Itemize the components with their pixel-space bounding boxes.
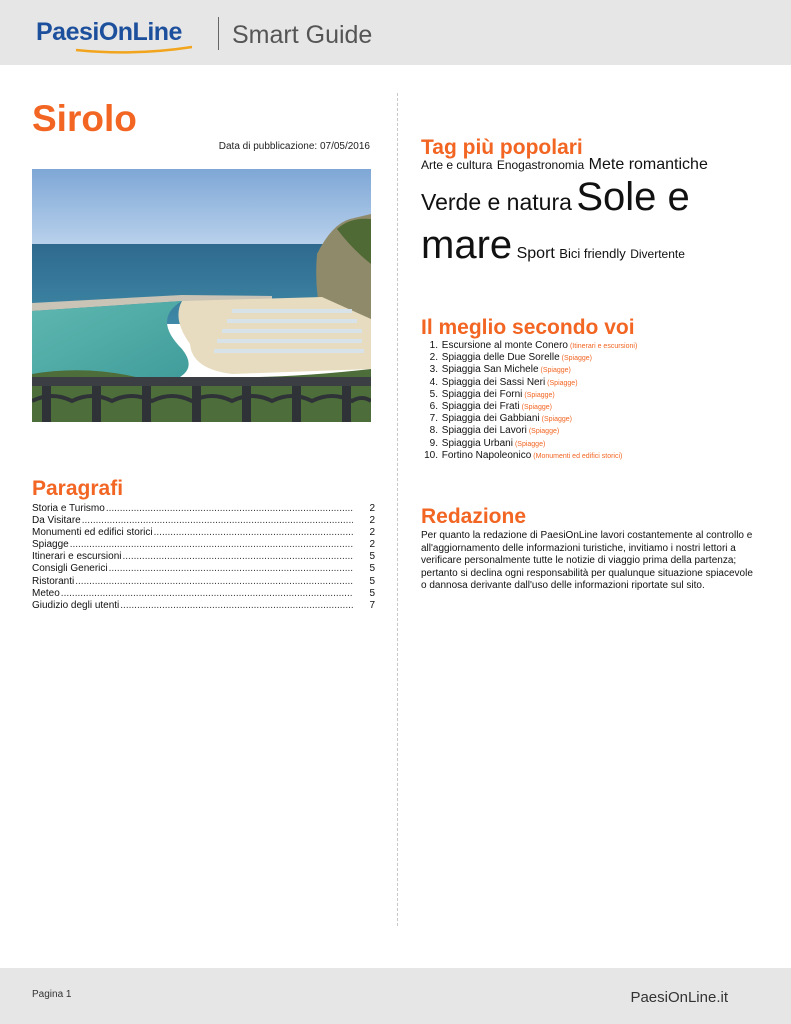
header-subtitle: Smart Guide [232, 21, 373, 49]
toc-label: Consigli Generici [32, 563, 108, 575]
toc-row[interactable] [32, 515, 375, 527]
toc-label: Spiagge [32, 539, 69, 551]
meglio-category: (Spiagge) [521, 403, 552, 411]
meglio-item[interactable] [421, 450, 761, 462]
toc-row[interactable] [32, 576, 375, 588]
meglio-item[interactable] [421, 377, 761, 389]
toc-label: Itinerari e escursioni [32, 551, 122, 563]
tag-link[interactable]: Arte e cultura [421, 158, 493, 172]
meglio-item[interactable] [421, 413, 761, 425]
toc-label: Storia e Turismo [32, 503, 105, 514]
paragrafi-toc [32, 503, 375, 612]
column-divider [397, 93, 398, 926]
page-footer [0, 968, 791, 1024]
toc-page-number: 2 [369, 539, 375, 551]
toc-page-number: 2 [369, 527, 375, 539]
meglio-item[interactable] [421, 425, 761, 437]
tags-heading: Tag più popolari [421, 136, 583, 159]
toc-leader [154, 527, 353, 539]
meglio-name: Spiaggia dei Sassi Neri [439, 376, 546, 388]
meglio-rank: 3. [429, 364, 438, 376]
meglio-category: (Itinerari e escursioni) [569, 343, 638, 350]
meglio-name: Spiaggia dei Lavori [439, 425, 527, 437]
toc-leader [106, 503, 353, 515]
meglio-heading: Il meglio secondo voi [421, 316, 635, 339]
toc-page-number: 7 [369, 599, 375, 611]
tag-link[interactable]: Mete romantiche [588, 156, 708, 173]
meglio-item[interactable] [421, 401, 761, 413]
toc-label: Meteo [32, 587, 60, 599]
toc-leader [82, 515, 353, 527]
tag-link[interactable]: Divertente [630, 247, 685, 261]
meglio-rank: 10. [424, 449, 438, 461]
meglio-rank: 4. [429, 376, 438, 388]
meglio-category: (Spiagge) [528, 428, 560, 436]
tag-cloud [421, 157, 751, 269]
toc-row[interactable] [32, 563, 375, 575]
toc-page-number: 5 [369, 563, 375, 575]
meglio-category: (Spiagge) [541, 416, 572, 424]
tag-link[interactable]: Bici friendly [559, 246, 626, 261]
meglio-item[interactable] [421, 340, 761, 352]
page-number: Pagina 1 [32, 989, 72, 1000]
meglio-name: Spiaggia San Michele [439, 364, 539, 376]
meglio-rank: 7. [429, 413, 438, 425]
tag-link[interactable]: Sole e mare [421, 175, 690, 267]
meglio-category: (Monumenti ed edifici storici) [533, 452, 623, 460]
meglio-category: (Spiagge) [540, 367, 571, 375]
toc-row[interactable] [32, 527, 375, 539]
paragrafi-heading: Paragrafi [32, 477, 124, 500]
toc-page-number: 2 [369, 515, 375, 527]
meglio-category: (Spiagge) [547, 379, 578, 387]
tag-link[interactable]: Enogastronomia [496, 158, 585, 172]
toc-row[interactable] [32, 503, 375, 515]
toc-leader [122, 551, 353, 563]
meglio-category: (Spiagge) [514, 440, 546, 448]
toc-leader [61, 588, 353, 600]
toc-row[interactable] [32, 551, 375, 563]
meglio-category: (Spiagge) [524, 391, 555, 399]
toc-row[interactable] [32, 539, 375, 551]
meglio-item[interactable] [421, 389, 761, 401]
toc-row[interactable] [32, 588, 375, 600]
meglio-category: (Spiagge) [561, 355, 592, 363]
toc-label: Monumenti ed edifici storici [32, 527, 153, 539]
tag-link[interactable]: Verde e natura [421, 189, 572, 215]
meglio-name: Spiaggia dei Forni [439, 388, 523, 400]
meglio-rank: 9. [429, 437, 438, 449]
meglio-name: Spiaggia Urbani [439, 437, 513, 449]
toc-row[interactable] [32, 600, 375, 612]
meglio-name: Spiaggia dei Gabbiani [439, 413, 540, 425]
site-link[interactable]: PaesiOnLine.it [630, 989, 728, 1006]
toc-label: Giudizio degli utenti [32, 599, 120, 611]
toc-leader [70, 539, 353, 551]
meglio-rank: 2. [429, 352, 438, 364]
meglio-rank: 6. [429, 400, 438, 412]
meglio-rank: 1. [429, 340, 438, 351]
logo-swoosh-icon [74, 44, 194, 54]
meglio-name: Escursione al monte Conero [439, 340, 568, 351]
redazione-text: Per quanto la redazione di PaesiOnLine lavori costantemente al controllo e all'aggiornamento delle informazioni turistiche, invitiamo i nostri lettori a verificare personalmente tutte le notizie di viaggio prima della partenza; pertanto si declina ogni responsabilità per qualunque situazione spiacevole o dannosa derivante dall'uso delle informazioni riportate sul sito. [421, 530, 753, 592]
meglio-item[interactable] [421, 438, 761, 450]
meglio-name: Spiaggia delle Due Sorelle [439, 352, 560, 364]
publication-date: Data di pubblicazione: 07/05/2016 [218, 141, 370, 152]
page-header [0, 0, 791, 65]
toc-leader [120, 600, 353, 612]
toc-leader [75, 576, 353, 588]
beach-photo-image [32, 169, 371, 422]
meglio-rank: 5. [429, 388, 438, 400]
toc-page-number: 2 [369, 503, 375, 514]
page-title: Sirolo [32, 98, 137, 139]
meglio-name: Fortino Napoleonico [439, 449, 532, 461]
toc-page-number: 5 [369, 575, 375, 587]
meglio-name: Spiaggia dei Frati [439, 400, 520, 412]
paesionline-logo[interactable] [36, 14, 206, 54]
logo-wordmark: PaesiOnLine [36, 18, 182, 46]
toc-label: Ristoranti [32, 575, 75, 587]
meglio-rank: 8. [429, 425, 438, 437]
meglio-item[interactable] [421, 352, 761, 364]
toc-leader [109, 563, 353, 575]
meglio-item[interactable] [421, 364, 761, 376]
toc-page-number: 5 [369, 551, 375, 563]
sirolo-photo [32, 169, 371, 422]
toc-label: Da Visitare [32, 515, 81, 527]
header-divider [218, 17, 219, 50]
tag-link[interactable]: Sport [516, 245, 555, 262]
toc-page-number: 5 [369, 587, 375, 599]
redazione-heading: Redazione [421, 505, 527, 528]
meglio-list [421, 340, 761, 462]
